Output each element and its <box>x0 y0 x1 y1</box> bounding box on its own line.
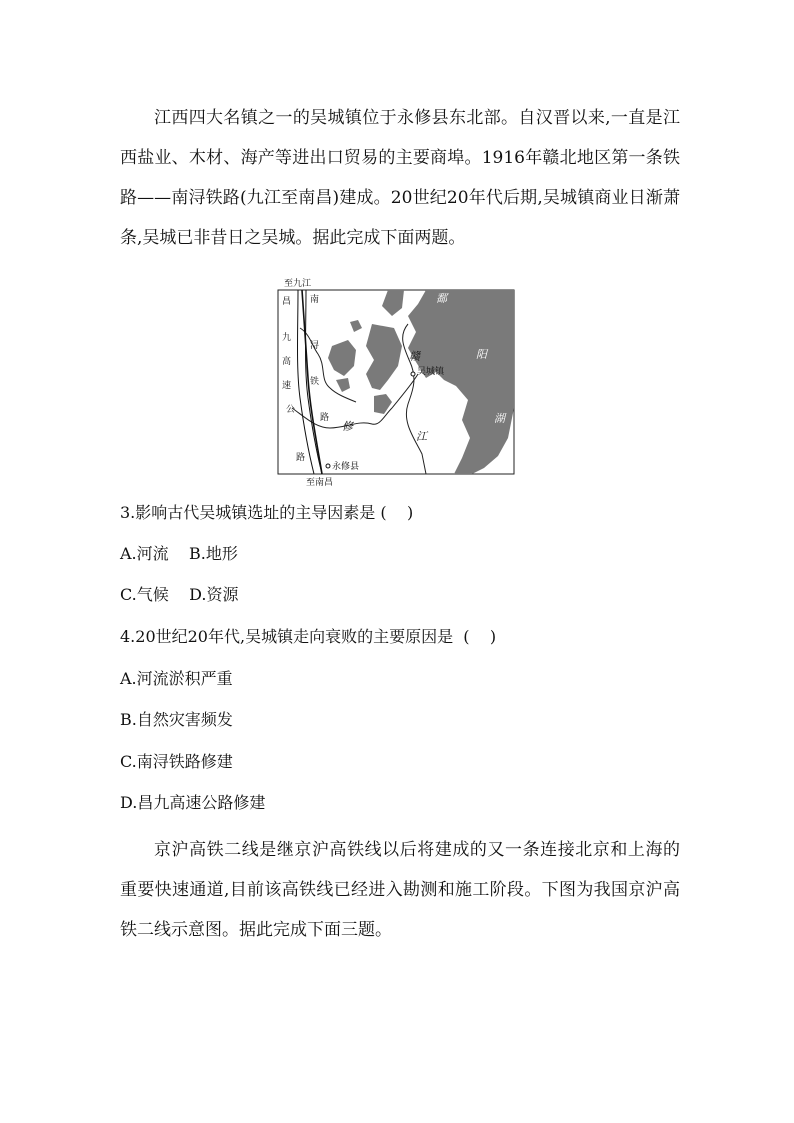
wucheng-town-marker <box>411 372 415 376</box>
label-wucheng: 吴城镇 <box>417 367 445 377</box>
label-expressway-5: 公 <box>286 405 296 415</box>
label-to-jiujiang: 至九江 <box>284 279 312 289</box>
question-3-stem: 3.影响古代吴城镇选址的主导因素是 ( ) <box>120 503 414 522</box>
label-railway-4: 路 <box>320 413 330 423</box>
label-expressway-2: 九 <box>282 333 292 343</box>
question-4-stem: 4.20世纪20年代,吴城镇走向衰败的主要原因是 ( ) <box>120 627 497 646</box>
question-4-option-a: A.河流淤积严重 <box>120 669 233 688</box>
label-lake-hu: 湖 <box>494 412 505 425</box>
label-jiang: 江 <box>416 430 427 443</box>
question-3-options-ab: A.河流 B.地形 <box>120 544 238 563</box>
intro-passage: 江西四大名镇之一的吴城镇位于永修县东北部。自汉晋以来,一直是江西盐业、木材、海产等进出口贸易的主要商埠。1916年赣北地区第一条铁路——南浔铁路(九江至南昌)建成。20世纪20年代后期,吴城镇商业日渐萧条,吴城已非昔日之吴城。据此完成下面两题。 <box>120 108 680 248</box>
question-4-option-c: C.南浔铁路修建 <box>120 752 233 771</box>
label-expressway-4: 速 <box>282 381 292 391</box>
label-expressway-3: 高 <box>282 357 292 367</box>
wucheng-map <box>276 279 522 488</box>
label-xiu: 修 <box>342 420 353 433</box>
second-passage: 京沪高铁二线是继京沪高铁线以后将建成的又一条连接北京和上海的重要快速通道,目前该高铁线已经进入勘测和施工阶段。下图为我国京沪高铁二线示意图。据此完成下面三题。 <box>120 840 680 940</box>
label-railway-1: 南 <box>310 295 320 305</box>
label-lake-po: 鄱 <box>436 292 447 305</box>
label-railway-2: 浔 <box>310 341 320 351</box>
label-yongxiu: 永修县 <box>332 462 360 472</box>
label-gan: 赣 <box>409 350 420 363</box>
label-to-nanchang: 至南昌 <box>306 478 334 488</box>
question-4-option-d: D.昌九高速公路修建 <box>120 793 266 812</box>
label-railway-3: 铁 <box>310 377 320 387</box>
question-4-option-b: B.自然灾害频发 <box>120 710 233 729</box>
label-expressway-6: 路 <box>296 453 306 463</box>
label-lake-yang: 阳 <box>476 348 487 361</box>
yongxiu-county-marker <box>326 464 330 468</box>
question-3-options-cd: C.气候 D.资源 <box>120 585 239 604</box>
label-expressway-1: 昌 <box>282 297 292 307</box>
